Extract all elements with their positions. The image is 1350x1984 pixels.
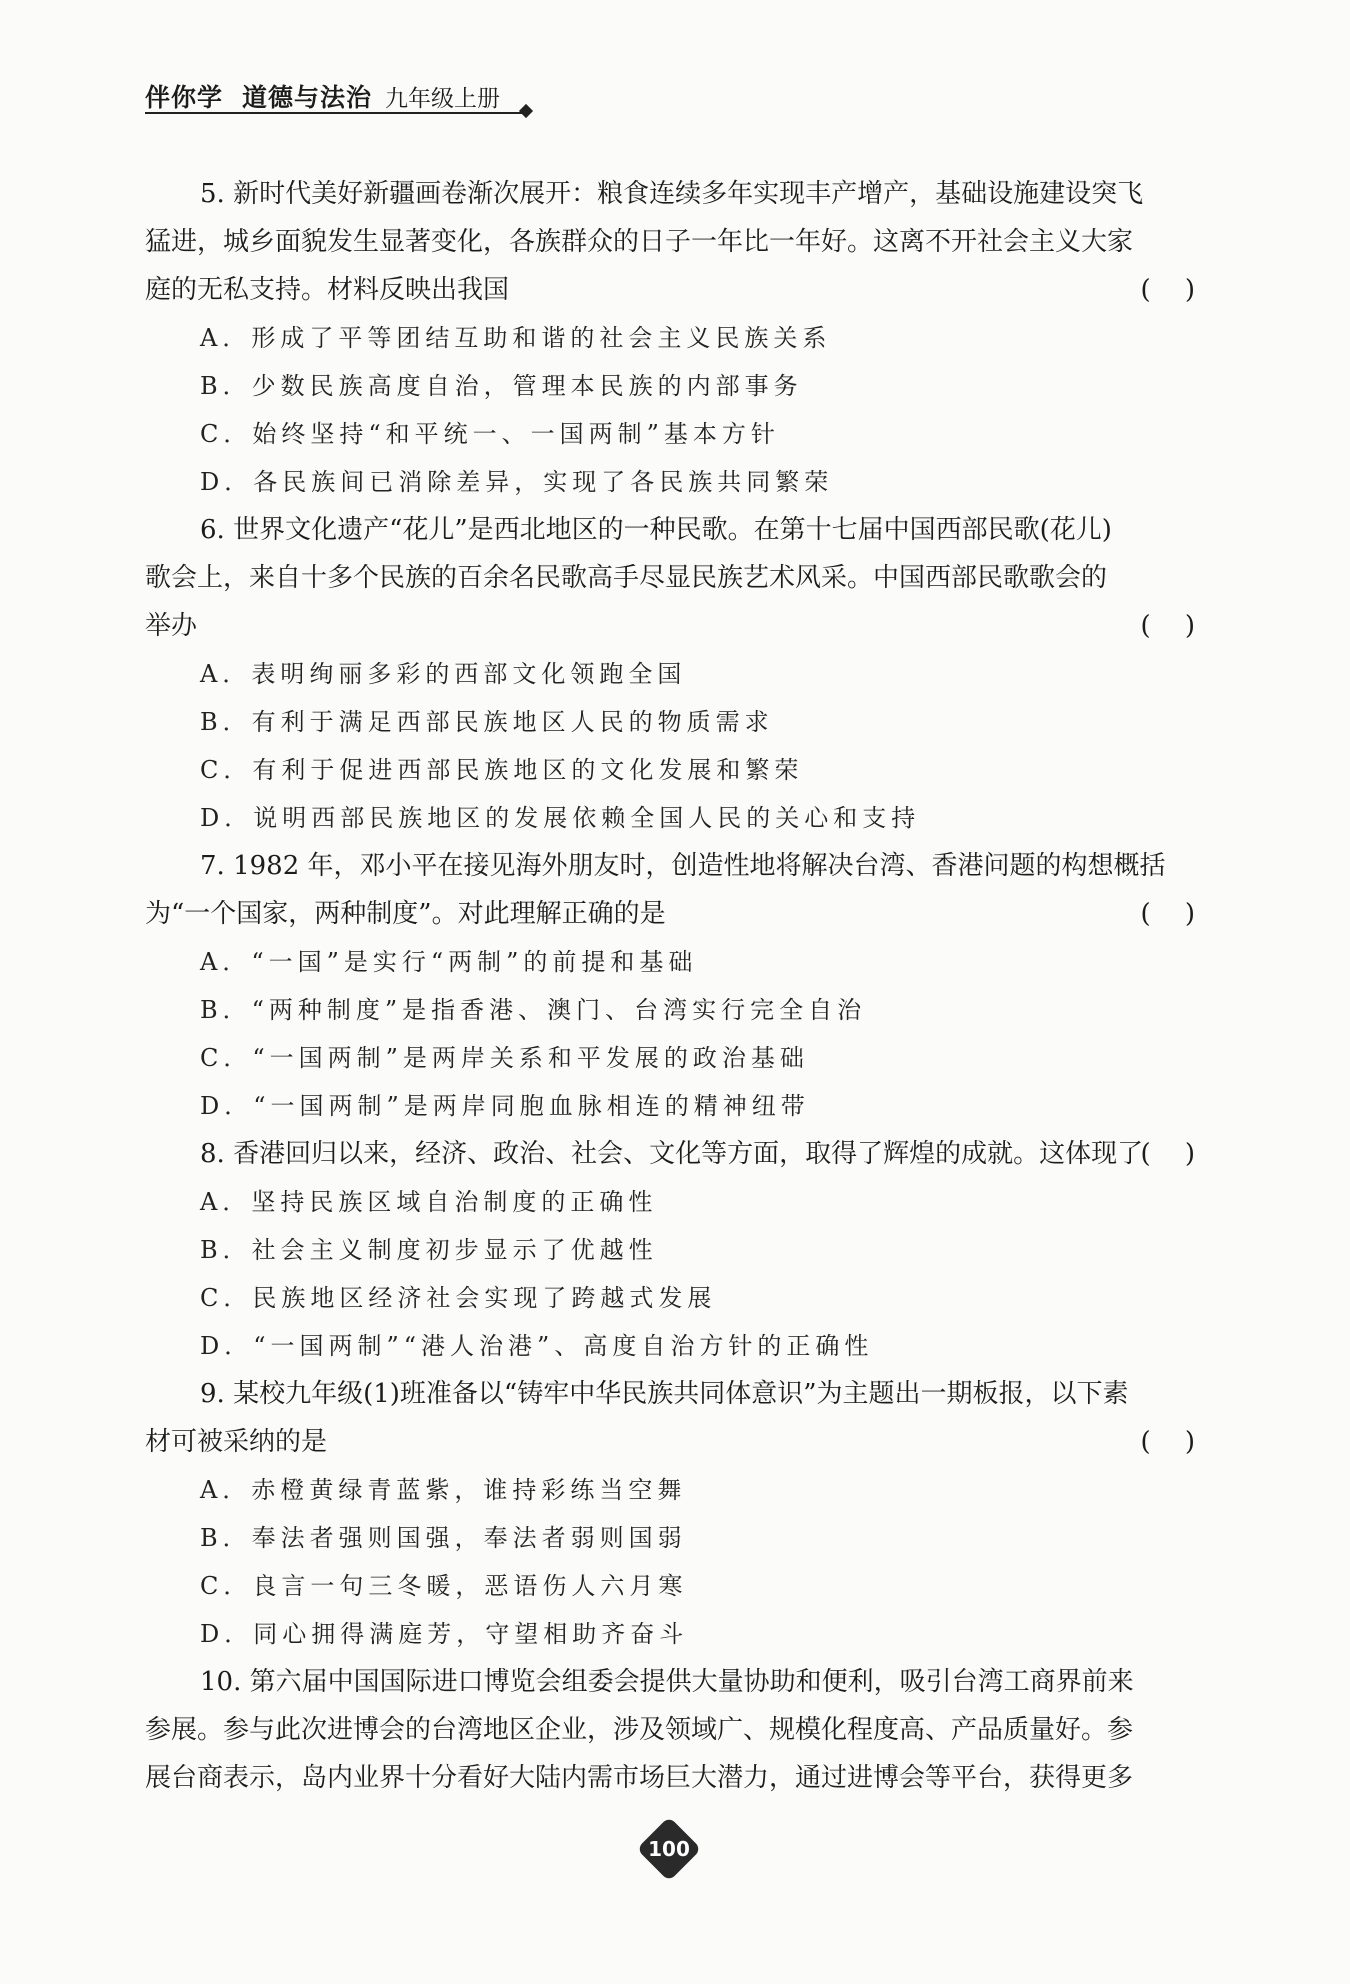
option-b: B．“两种制度”是指香港、澳门、台湾实行完全自治 xyxy=(200,996,867,1024)
question-9-text: 材可被采纳的是 xyxy=(145,1427,328,1457)
question-5-line-3 xyxy=(145,266,1195,314)
option-d: D．各民族间已消除差异，实现了各民族共同繁荣 xyxy=(200,468,834,496)
answer-bracket: ( ) xyxy=(1140,1427,1195,1457)
subject-title: 道德与法治 xyxy=(242,83,373,112)
answer-bracket: ( ) xyxy=(1140,1139,1195,1169)
question-10-line-2: 参展。参与此次进博会的台湾地区企业，涉及领域广、规模化程度高、产品质量好。参 xyxy=(145,1715,1134,1745)
question-8-line-1 xyxy=(145,1130,1195,1178)
series-title: 伴你学 xyxy=(145,83,224,112)
question-7-line-1: 7. 1982 年，邓小平在接见海外朋友时，创造性地将解决台湾、香港问题的构想概括 xyxy=(200,851,1166,881)
question-8-text: 8. 香港回归以来，经济、政治、社会、文化等方面，取得了辉煌的成就。这体现了 xyxy=(200,1139,1144,1169)
option-a: A．形成了平等团结互助和谐的社会主义民族关系 xyxy=(200,324,832,352)
question-5-line-1: 5. 新时代美好新疆画卷渐次展开：粮食连续多年实现丰产增产，基础设施建设突飞 xyxy=(200,179,1144,209)
option-d: D．同心拥得满庭芳，守望相助齐奋斗 xyxy=(200,1620,689,1648)
page-header xyxy=(145,76,1195,116)
option-a: A．“一国”是实行“两制”的前提和基础 xyxy=(200,948,698,976)
question-10-line-3: 展台商表示，岛内业界十分看好大陆内需市场巨大潜力，通过进博会等平台，获得更多 xyxy=(145,1763,1134,1793)
question-10-line-1: 10. 第六届中国国际进口博览会组委会提供大量协助和便利，吸引台湾工商界前来 xyxy=(200,1667,1134,1697)
header-rule xyxy=(145,112,525,114)
option-d: D．说明西部民族地区的发展依赖全国人民的关心和支持 xyxy=(200,804,921,832)
option-c: C．“一国两制”是两岸关系和平发展的政治基础 xyxy=(200,1044,809,1072)
answer-bracket: ( ) xyxy=(1140,275,1195,305)
question-9-line-1: 9. 某校九年级(1)班准备以“铸牢中华民族共同体意识”为主题出一期板报，以下素 xyxy=(200,1379,1129,1409)
grade-title: 九年级上册 xyxy=(385,86,500,112)
option-d: D．“一国两制”“港人治港”、高度自治方针的正确性 xyxy=(200,1332,874,1360)
option-c: C．民族地区经济社会实现了跨越式发展 xyxy=(200,1284,717,1312)
option-b: B．奉法者强则国强，奉法者弱则国弱 xyxy=(200,1524,687,1552)
answer-bracket: ( ) xyxy=(1140,899,1195,929)
option-b: B．有利于满足西部民族地区人民的物质需求 xyxy=(200,708,774,736)
question-list xyxy=(145,170,1195,1802)
option-d: D．“一国两制”是两岸同胞血脉相连的精神纽带 xyxy=(200,1092,810,1120)
option-c: C．始终坚持“和平统一、一国两制”基本方针 xyxy=(200,420,780,448)
question-5-line-2: 猛进，城乡面貌发生显著变化，各族群众的日子一年比一年好。这离不开社会主义大家 xyxy=(145,227,1134,257)
answer-bracket: ( ) xyxy=(1140,611,1195,641)
page-number-badge xyxy=(640,1820,698,1878)
question-6-line-3 xyxy=(145,602,1195,650)
page-number: 100 xyxy=(648,1837,690,1861)
question-5-text: 庭的无私支持。材料反映出我国 xyxy=(145,275,510,305)
option-c: C．良言一句三冬暖，恶语伤人六月寒 xyxy=(200,1572,688,1600)
option-b: B．少数民族高度自治，管理本民族的内部事务 xyxy=(200,372,803,400)
question-7-line-2 xyxy=(145,890,1195,938)
option-c: C．有利于促进西部民族地区的文化发展和繁荣 xyxy=(200,756,804,784)
diamond-icon xyxy=(519,104,533,118)
option-b: B．社会主义制度初步显示了优越性 xyxy=(200,1236,658,1264)
question-6-line-1: 6. 世界文化遗产“花儿”是西北地区的一种民歌。在第十七届中国西部民歌(花儿) xyxy=(200,515,1112,545)
question-6-line-2: 歌会上，来自十多个民族的百余名民歌高手尽显民族艺术风采。中国西部民歌歌会的 xyxy=(145,563,1108,593)
option-a: A．表明绚丽多彩的西部文化领跑全国 xyxy=(200,660,687,688)
option-a: A．赤橙黄绿青蓝紫，谁持彩练当空舞 xyxy=(200,1476,687,1504)
question-6-text: 举办 xyxy=(145,611,198,641)
question-7-text: 为“一个国家，两种制度”。对此理解正确的是 xyxy=(145,899,666,929)
option-a: A．坚持民族区域自治制度的正确性 xyxy=(200,1188,658,1216)
question-9-line-2 xyxy=(145,1418,1195,1466)
